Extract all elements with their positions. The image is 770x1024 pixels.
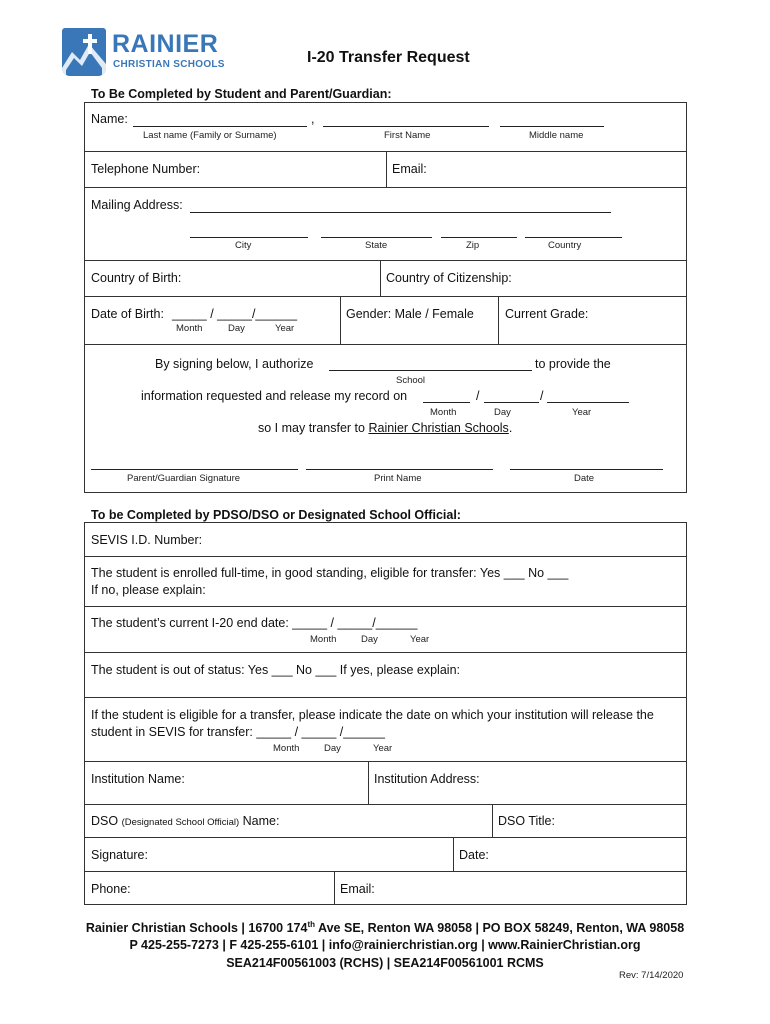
logo-subtext: CHRISTIAN SCHOOLS	[113, 59, 225, 70]
first-name-caption: First Name	[384, 130, 431, 141]
revision-date: Rev: 7/14/2020	[619, 970, 684, 981]
release-text-1: If the student is eligible for a transfer, please indicate the date on which your institution will release the	[91, 708, 654, 722]
divider	[84, 260, 687, 261]
divider	[492, 804, 493, 837]
phone-label: Phone:	[91, 882, 131, 896]
release-month-caption: Month	[430, 407, 457, 418]
divider	[340, 296, 341, 344]
section2-heading: To be Completed by PDSO/DSO or Designated School Official:	[91, 508, 461, 522]
status-text: The student is out of status: Yes ___ No ___ If yes, please explain:	[91, 663, 460, 677]
divider	[84, 606, 687, 607]
divider	[386, 151, 387, 187]
release-year-caption: Year	[373, 743, 393, 754]
release-day-caption: Day	[324, 743, 341, 754]
end-year-caption: Year	[410, 634, 430, 645]
slash: /	[476, 389, 480, 403]
divider	[84, 761, 687, 762]
release-month-line[interactable]	[423, 402, 470, 403]
divider	[368, 761, 369, 804]
school-line[interactable]	[329, 370, 532, 371]
state-caption: State	[365, 240, 388, 251]
footer-sup: th	[307, 920, 316, 929]
divider	[84, 697, 687, 698]
logo-shield-icon	[62, 28, 106, 76]
auth-school-name: Rainier Christian Schools	[368, 421, 509, 435]
country-line[interactable]	[525, 237, 622, 238]
middle-name-line[interactable]	[500, 126, 604, 127]
footer-address-b: Ave SE, Renton WA 98058 | PO BOX 58249, Renton, WA 98058	[315, 921, 685, 936]
auth-text-1: By signing below, I authorize	[155, 357, 314, 371]
dob-label: Date of Birth:	[91, 307, 164, 321]
zip-caption: Zip	[466, 240, 480, 251]
divider	[84, 871, 687, 872]
dso-title-label: DSO Title:	[498, 814, 555, 828]
divider	[380, 260, 381, 296]
release-day-line[interactable]	[484, 402, 539, 403]
auth-text-3	[258, 421, 512, 435]
date-line[interactable]	[510, 469, 663, 470]
logo-text: RAINIER	[112, 30, 219, 58]
divider	[84, 296, 687, 297]
signature-label: Signature:	[91, 848, 148, 862]
date-label: Date:	[459, 848, 489, 862]
divider	[84, 187, 687, 188]
name-separator: ,	[311, 112, 315, 126]
release-day-caption: Day	[494, 407, 511, 418]
dob-field[interactable]: _____ / _____/______	[172, 307, 298, 321]
section1-heading: To Be Completed by Student and Parent/Guardian:	[91, 87, 392, 101]
enrolled-text: The student is enrolled full-time, in good standing, eligible for transfer: Yes ___ No ___	[91, 566, 569, 580]
slash: /	[540, 389, 544, 403]
dso-abbr: DSO	[91, 814, 119, 828]
footer-codes: SEA214F00561003 (RCHS) | SEA214F00561001 RCMS	[226, 956, 544, 970]
release-year-caption: Year	[572, 407, 592, 418]
country-caption: Country	[548, 240, 582, 251]
email-label: Email:	[392, 162, 427, 176]
dso-name-word: Name:	[242, 814, 280, 828]
dso-full: (Designated School Official)	[121, 817, 240, 828]
end-month-caption: Month	[310, 634, 337, 645]
auth-text-1b: to provide the	[535, 357, 611, 371]
dob-day-caption: Day	[228, 323, 245, 334]
auth-text-3a: so I may transfer to	[258, 421, 365, 435]
divider	[498, 296, 499, 344]
dob-year-caption: Year	[275, 323, 295, 334]
if-no-text: If no, please explain:	[91, 583, 206, 597]
parent-signature-line[interactable]	[91, 469, 298, 470]
footer-address-a: Rainier Christian Schools | 16700 174	[85, 921, 308, 936]
city-caption: City	[235, 240, 252, 251]
institution-name-label: Institution Name:	[91, 772, 185, 786]
divider	[453, 837, 454, 871]
zip-line[interactable]	[441, 237, 517, 238]
dso-name-label	[91, 814, 279, 828]
divider	[84, 556, 687, 557]
sevis-label: SEVIS I.D. Number:	[91, 533, 203, 547]
release-month-caption: Month	[273, 743, 300, 754]
page-title: I-20 Transfer Request	[307, 49, 470, 66]
divider	[84, 804, 687, 805]
gender-label: Gender: Male / Female	[346, 307, 474, 321]
date-caption: Date	[574, 473, 595, 484]
divider	[334, 871, 335, 905]
auth-text-2: information requested and release my record on	[141, 389, 408, 403]
divider	[84, 837, 687, 838]
grade-label: Current Grade:	[505, 307, 589, 321]
print-name-line[interactable]	[306, 469, 493, 470]
mailing-label: Mailing Address:	[91, 198, 183, 212]
parent-signature-caption: Parent/Guardian Signature	[127, 473, 241, 484]
state-line[interactable]	[321, 237, 432, 238]
mailing-line[interactable]	[190, 212, 611, 213]
last-name-caption: Last name (Family or Surname)	[143, 130, 277, 141]
dso-email-label: Email:	[340, 882, 375, 896]
middle-name-caption: Middle name	[529, 130, 584, 141]
divider	[84, 652, 687, 653]
institution-address-label: Institution Address:	[374, 772, 480, 786]
citizenship-label: Country of Citizenship:	[386, 271, 512, 285]
dob-month-caption: Month	[176, 323, 203, 334]
telephone-label: Telephone Number:	[91, 162, 201, 176]
release-year-line[interactable]	[547, 402, 629, 403]
print-name-caption: Print Name	[374, 473, 422, 484]
name-label: Name:	[91, 112, 128, 126]
school-caption: School	[396, 375, 426, 386]
footer-address	[0, 920, 770, 935]
auth-text-3b: .	[508, 421, 513, 435]
last-name-line[interactable]	[133, 126, 307, 127]
end-day-caption: Day	[361, 634, 378, 645]
first-name-line[interactable]	[323, 126, 489, 127]
city-line[interactable]	[190, 237, 308, 238]
birth-country-label: Country of Birth:	[91, 271, 182, 285]
divider	[84, 344, 687, 345]
end-date-label: The student’s current I-20 end date: _____ / _____/______	[91, 616, 418, 630]
release-text-2: student in SEVIS for transfer: _____ / _____ /______	[91, 725, 385, 739]
footer-contact: P 425-255-7273 | F 425-255-6101 | info@rainierchristian.org | www.RainierChristian.org	[129, 938, 641, 952]
